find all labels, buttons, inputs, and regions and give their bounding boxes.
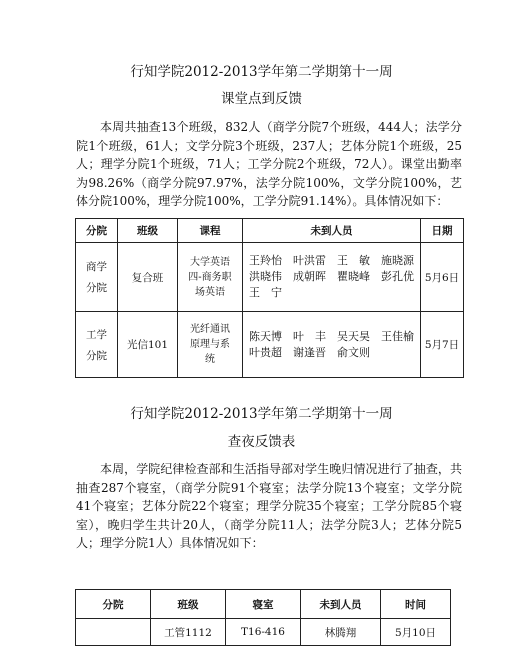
- absent-cell: 林腾翔: [301, 619, 381, 646]
- table-header-row: [76, 590, 451, 619]
- header-class: 班级: [118, 219, 178, 243]
- attendance-table: [75, 218, 464, 378]
- class-cell: 光信101: [118, 312, 178, 378]
- doc2-title-line1: 行知学院2012-2013学年第二学期第十一周: [130, 406, 393, 422]
- header-absent: 未到人员: [301, 590, 381, 619]
- branch-cell: 工学 分院: [76, 312, 118, 378]
- header-class: 班级: [151, 590, 226, 619]
- absent-cell: 王羚怡 叶洪雷 王 敏 施晓源 洪晓伟 成朝晖 瞿晓峰 彭孔优 王 宁: [243, 243, 421, 312]
- date-cell: 5月6日: [421, 243, 464, 312]
- table-row: [76, 619, 451, 646]
- table-row: [76, 312, 464, 378]
- date-cell: 5月7日: [421, 312, 464, 378]
- absent-cell: 陈天博 叶 丰 吴天昊 王佳榆 叶贵超 谢逢晋 俞文则: [243, 312, 421, 378]
- course-cell: 光纤通讯 原理与系 统: [178, 312, 243, 378]
- table-header-row: [76, 219, 464, 243]
- branch-cell: 商学 分院: [76, 243, 118, 312]
- doc2-paragraph: 本周，学院纪律检查部和生活指导部对学生晚归情况进行了抽查，共抽查287个寝室，（商学分院91个寝室；法学分院13个寝室；文学分院41个寝室；艺体分院22个寝室；理学分院35个寝室；工学分院85个寝室），晚归学生共计20人，（商学分院11人；法学分院3人；艺体分院5人；理学分院1人）具体情况如下：: [76, 462, 462, 551]
- header-branch: 分院: [76, 590, 151, 619]
- course-cell: 大学英语 四-商务职 场英语: [178, 243, 243, 312]
- doc1-title-line2: 课堂点到反馈: [221, 91, 302, 107]
- room-cell: T16-416: [226, 619, 301, 646]
- night-check-table: [75, 589, 451, 646]
- doc1-title-line1: 行知学院2012-2013学年第二学期第十一周: [130, 64, 393, 80]
- doc1-paragraph: 本周共抽查13个班级，832人（商学分院7个班级，444人；法学分院1个班级，61人；文学分院3个班级，237人；艺体分院1个班级，25人；理学分院1个班级，71人；工学分院2个班级，72人）。课堂出勤率为98.26%（商学分院97.97%，法学分院100%，文学分院100%，艺体分院100%，理学分院100%，工学分院91.14%）。具体情况如下：: [76, 120, 462, 209]
- class-cell: 工管1112: [151, 619, 226, 646]
- header-branch: 分院: [76, 219, 118, 243]
- header-date: 日期: [421, 219, 464, 243]
- doc2-title-line2: 查夜反馈表: [227, 434, 296, 450]
- table-row: [76, 243, 464, 312]
- header-room: 寝室: [226, 590, 301, 619]
- header-time: 时间: [381, 590, 451, 619]
- class-cell: 复合班: [118, 243, 178, 312]
- time-cell: 5月10日: [381, 619, 451, 646]
- branch-cell: [76, 619, 151, 646]
- header-absent: 未到人员: [243, 219, 421, 243]
- header-course: 课程: [178, 219, 243, 243]
